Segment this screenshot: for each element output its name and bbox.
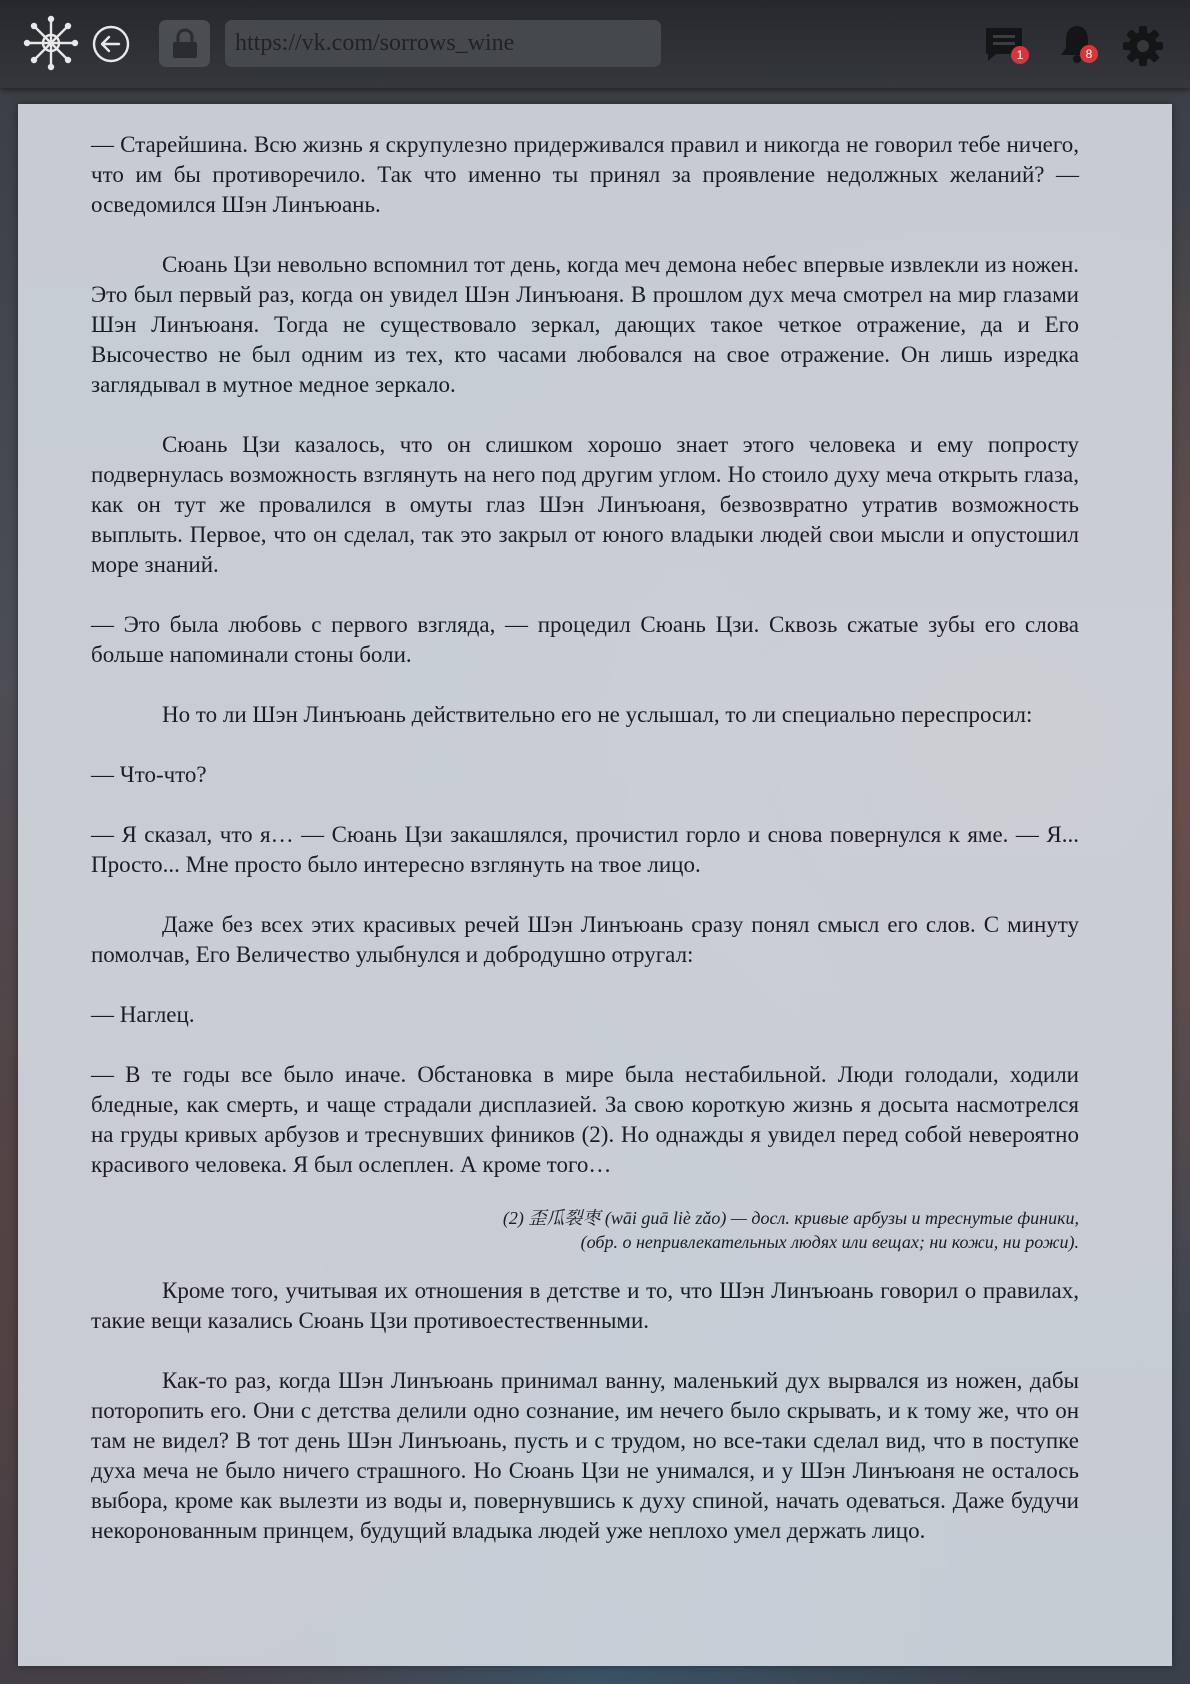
paragraph: — Наглец. [91,1002,195,1027]
article-page [18,104,1172,1666]
paragraph: Сюань Цзи казалось, что он слишком хорошо знает этого человека и ему попросту подвернулась возможность взглянуть на него под другим углом. Но стоило духу меча открыть глаза, как он тут же провалился в омуты глаз Шэн Линъюаня, безвозвратно утратив возможность выплыть. Первое, что он сделал, так это закрыл от юного владыки людей свои мысли и опустошил море знаний. [91,432,1079,577]
lock-icon [171,28,199,59]
paragraph: Сюань Цзи невольно вспомнил тот день, когда меч демона небес впервые извлекли из ножен. Это был первый раз, когда он увидел Шэн Линъюаня. В прошлом дух меча смотрел на мир глазами Шэн Линъюаня. Тогда не существовало зеркал, дающих такое четкое отражение, да и Его Высочество не был одним из тех, кто часами любовался на свое отражение. Он лишь изредка заглядывал в мутное медное зеркало. [91,252,1079,397]
paragraph: — Старейшина. Всю жизнь я скрупулезно придерживался правил и никогда не говорил тебе ничего, что им бы противоречило. Так что именно ты принял за проявление недолжных желаний? — осведомился Шэн Линъюань. [91,132,1079,217]
article-content [91,130,1079,1576]
paragraph: — Что-что? [91,762,207,787]
paragraph: — В те годы все было иначе. Обстановка в мире была нестабильной. Люди голодали, ходили бледные, как смерть, и чаще страдали дисплазией. За свою короткую жизнь я досыта насмотрелся на груды кривых арбузов и треснувших фиников (2). Но однажды я увидел перед собой невероятно красивого человека. Я был ослеплен. А кроме того… [91,1062,1079,1177]
lock-button[interactable] [159,20,210,67]
notifications-badge: 8 [1080,45,1098,63]
footnote [91,1206,1079,1254]
paragraph: Как-то раз, когда Шэн Линъюань принимал ванну, маленький дух вырвался из ножен, дабы поторопить его. Они с детства делили одно сознание, им нечего было скрывать, и к тому же, что он там не видел? В тот день Шэн Линъюань, пусть и с трудом, но все-таки сделал вид, что в поступке духа меча не было ничего страшного. Но Сюань Цзи не унимался, и у Шэн Линъюаня не осталось выбора, кроме как вылезти из воды и, повернувшись к духу спиной, начать одеваться. Даже будучи некоронованным принцем, будущий владыка людей уже неплохо умел держать лицо. [91,1368,1079,1543]
paragraph: — Я сказал, что я… — Сюань Цзи закашлялся, прочистил горло и снова повернулся к яме. — Я... Просто... Мне просто было интересно взглянуть на твое лицо. [91,822,1079,877]
messages-badge: 1 [1011,46,1029,64]
paragraph: Кроме того, учитывая их отношения в детстве и то, что Шэн Линъюань говорил о правилах, такие вещи казались Сюань Цзи противоестественными. [91,1278,1079,1333]
back-arrow-icon[interactable] [91,24,131,64]
paragraph: Даже без всех этих красивых речей Шэн Линъюань сразу понял смысл его слов. С минуту помолчав, Его Величество улыбнулся и добродушно отругал: [91,912,1079,967]
logo-icon[interactable] [22,14,80,72]
browser-toolbar [0,0,1190,88]
paragraph: — Это была любовь с первого взгляда, — процедил Сюань Цзи. Сквозь сжатые зубы его слова больше напоминали стоны боли. [91,612,1079,667]
address-bar-input[interactable] [225,20,661,67]
paragraph: Но то ли Шэн Линъюань действительно его не услышал, то ли специально переспросил: [162,702,1033,727]
gear-icon[interactable] [1121,24,1165,68]
footnote-line: (обр. о непривлекательных людях или вещах; ни кожи, ни рожи). [580,1232,1079,1252]
footnote-line: (2) 歪瓜裂枣 (wāi guā liè zǎo) — досл. кривые арбузы и треснутые финики, [502,1208,1079,1228]
